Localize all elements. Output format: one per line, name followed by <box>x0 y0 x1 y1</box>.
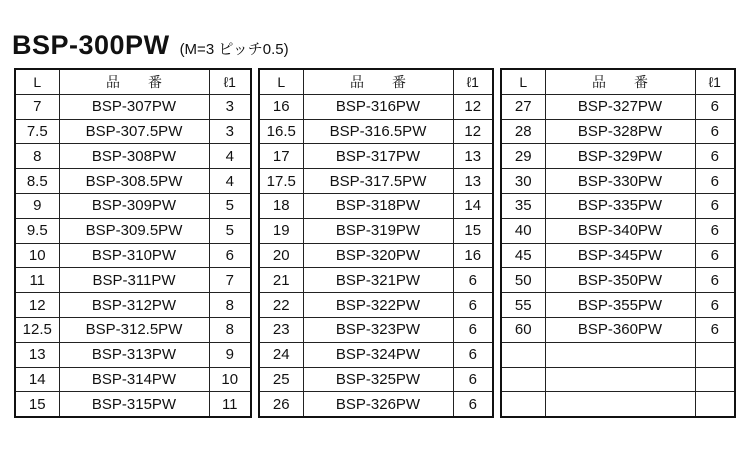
cell-l1: 9 <box>209 342 251 367</box>
table-row <box>15 119 251 144</box>
cell-l1: 3 <box>209 94 251 119</box>
cell-length: 28 <box>501 119 545 144</box>
cell-part-number: BSP-308PW <box>59 144 209 169</box>
table-row <box>501 94 735 119</box>
table-row <box>259 218 493 243</box>
cell-l1: 5 <box>209 193 251 218</box>
cell-length: 7 <box>15 94 59 119</box>
cell-l1: 16 <box>453 243 493 268</box>
cell-l1: 6 <box>695 144 735 169</box>
cell-part-number: BSP-355PW <box>545 293 695 318</box>
table-header-row <box>259 69 493 94</box>
cell-length: 30 <box>501 169 545 194</box>
cell-length: 29 <box>501 144 545 169</box>
table-row <box>15 243 251 268</box>
cell-length: 9 <box>15 193 59 218</box>
cell-part-number: BSP-323PW <box>303 317 453 342</box>
cell-l1: 6 <box>695 193 735 218</box>
spec-table-1 <box>14 68 252 418</box>
table-row <box>259 119 493 144</box>
cell-length: 16.5 <box>259 119 303 144</box>
cell-part-number: BSP-310PW <box>59 243 209 268</box>
cell-part-number <box>545 367 695 392</box>
cell-l1: 6 <box>453 268 493 293</box>
table-row <box>259 243 493 268</box>
cell-length: 35 <box>501 193 545 218</box>
cell-l1 <box>695 342 735 367</box>
cell-part-number: BSP-312PW <box>59 293 209 318</box>
cell-length: 11 <box>15 268 59 293</box>
cell-l1: 6 <box>695 268 735 293</box>
header-l: L <box>501 69 545 94</box>
spec-table-body <box>15 94 251 417</box>
cell-part-number: BSP-316PW <box>303 94 453 119</box>
cell-length <box>501 342 545 367</box>
cell-part-number: BSP-313PW <box>59 342 209 367</box>
cell-part-number: BSP-308.5PW <box>59 169 209 194</box>
cell-part-number: BSP-320PW <box>303 243 453 268</box>
cell-part-number: BSP-319PW <box>303 218 453 243</box>
cell-length <box>501 392 545 417</box>
table-row <box>501 144 735 169</box>
cell-length: 21 <box>259 268 303 293</box>
cell-length: 22 <box>259 293 303 318</box>
cell-l1: 6 <box>453 392 493 417</box>
cell-length: 20 <box>259 243 303 268</box>
cell-part-number: BSP-309PW <box>59 193 209 218</box>
table-row <box>259 268 493 293</box>
cell-length: 45 <box>501 243 545 268</box>
cell-length: 17.5 <box>259 169 303 194</box>
header-l1: ℓ1 <box>695 69 735 94</box>
cell-l1: 12 <box>453 94 493 119</box>
cell-part-number: BSP-307PW <box>59 94 209 119</box>
cell-part-number: BSP-330PW <box>545 169 695 194</box>
table-row <box>501 243 735 268</box>
table-row <box>501 317 735 342</box>
cell-l1: 6 <box>695 243 735 268</box>
cell-part-number: BSP-317.5PW <box>303 169 453 194</box>
cell-l1: 3 <box>209 119 251 144</box>
cell-l1: 6 <box>695 218 735 243</box>
thread-spec-subtitle: (M=3 ピッチ0.5) <box>179 41 289 58</box>
cell-part-number: BSP-329PW <box>545 144 695 169</box>
cell-part-number: BSP-326PW <box>303 392 453 417</box>
cell-l1 <box>695 367 735 392</box>
cell-length: 13 <box>15 342 59 367</box>
cell-part-number: BSP-314PW <box>59 367 209 392</box>
cell-part-number: BSP-322PW <box>303 293 453 318</box>
cell-l1: 4 <box>209 144 251 169</box>
cell-l1: 15 <box>453 218 493 243</box>
table-row <box>259 193 493 218</box>
cell-length: 24 <box>259 342 303 367</box>
table-row <box>259 342 493 367</box>
cell-l1: 14 <box>453 193 493 218</box>
product-series-title: BSP-300PW <box>12 30 170 60</box>
table-row <box>15 94 251 119</box>
cell-length: 50 <box>501 268 545 293</box>
cell-length: 17 <box>259 144 303 169</box>
cell-l1: 12 <box>453 119 493 144</box>
cell-length <box>501 367 545 392</box>
table-row <box>15 317 251 342</box>
table-row <box>15 293 251 318</box>
table-header-row <box>15 69 251 94</box>
cell-part-number: BSP-360PW <box>545 317 695 342</box>
table-row <box>259 293 493 318</box>
spec-table-2 <box>258 68 494 418</box>
cell-l1: 6 <box>695 119 735 144</box>
table-header-row <box>501 69 735 94</box>
cell-length: 7.5 <box>15 119 59 144</box>
cell-part-number: BSP-309.5PW <box>59 218 209 243</box>
table-row <box>15 218 251 243</box>
page-title <box>12 30 289 66</box>
cell-l1: 6 <box>695 317 735 342</box>
cell-length: 16 <box>259 94 303 119</box>
cell-length: 12.5 <box>15 317 59 342</box>
cell-part-number: BSP-315PW <box>59 392 209 417</box>
cell-l1: 6 <box>695 94 735 119</box>
table-row <box>259 367 493 392</box>
cell-length: 19 <box>259 218 303 243</box>
cell-part-number: BSP-328PW <box>545 119 695 144</box>
cell-part-number: BSP-318PW <box>303 193 453 218</box>
cell-part-number: BSP-316.5PW <box>303 119 453 144</box>
table-row <box>501 367 735 392</box>
cell-l1 <box>695 392 735 417</box>
cell-part-number <box>545 392 695 417</box>
cell-length: 23 <box>259 317 303 342</box>
table-row <box>501 293 735 318</box>
cell-l1: 6 <box>453 293 493 318</box>
cell-part-number: BSP-307.5PW <box>59 119 209 144</box>
table-row <box>501 169 735 194</box>
cell-l1: 13 <box>453 144 493 169</box>
cell-l1: 10 <box>209 367 251 392</box>
table-row <box>15 144 251 169</box>
table-row <box>15 169 251 194</box>
cell-part-number: BSP-312.5PW <box>59 317 209 342</box>
table-row <box>259 169 493 194</box>
table-row <box>501 268 735 293</box>
table-row <box>259 94 493 119</box>
cell-l1: 6 <box>453 367 493 392</box>
table-row <box>15 342 251 367</box>
cell-l1: 13 <box>453 169 493 194</box>
cell-length: 25 <box>259 367 303 392</box>
cell-length: 8.5 <box>15 169 59 194</box>
cell-length: 18 <box>259 193 303 218</box>
cell-length: 55 <box>501 293 545 318</box>
table-row <box>501 218 735 243</box>
table-row <box>259 392 493 417</box>
header-l: L <box>259 69 303 94</box>
header-l1: ℓ1 <box>453 69 493 94</box>
cell-length: 60 <box>501 317 545 342</box>
cell-length: 9.5 <box>15 218 59 243</box>
table-row <box>501 342 735 367</box>
header-part-number: 品 番 <box>303 69 453 94</box>
cell-length: 12 <box>15 293 59 318</box>
table-row <box>259 317 493 342</box>
cell-part-number: BSP-340PW <box>545 218 695 243</box>
cell-part-number: BSP-335PW <box>545 193 695 218</box>
table-row <box>259 144 493 169</box>
cell-part-number: BSP-324PW <box>303 342 453 367</box>
cell-l1: 6 <box>695 169 735 194</box>
cell-length: 15 <box>15 392 59 417</box>
cell-l1: 8 <box>209 293 251 318</box>
spec-table-body <box>501 94 735 417</box>
table-row <box>15 392 251 417</box>
cell-part-number: BSP-325PW <box>303 367 453 392</box>
cell-part-number <box>545 342 695 367</box>
header-part-number: 品 番 <box>59 69 209 94</box>
cell-length: 27 <box>501 94 545 119</box>
table-row <box>501 193 735 218</box>
header-part-number: 品 番 <box>545 69 695 94</box>
cell-length: 8 <box>15 144 59 169</box>
cell-part-number: BSP-311PW <box>59 268 209 293</box>
table-row <box>15 268 251 293</box>
header-l1: ℓ1 <box>209 69 251 94</box>
cell-l1: 6 <box>453 342 493 367</box>
cell-length: 14 <box>15 367 59 392</box>
cell-length: 26 <box>259 392 303 417</box>
cell-l1: 8 <box>209 317 251 342</box>
cell-part-number: BSP-317PW <box>303 144 453 169</box>
spec-table-3 <box>500 68 736 418</box>
cell-l1: 6 <box>209 243 251 268</box>
cell-length: 40 <box>501 218 545 243</box>
cell-l1: 7 <box>209 268 251 293</box>
table-row <box>15 367 251 392</box>
table-row <box>15 193 251 218</box>
cell-part-number: BSP-345PW <box>545 243 695 268</box>
cell-l1: 6 <box>453 317 493 342</box>
cell-l1: 6 <box>695 293 735 318</box>
spec-table-body <box>259 94 493 417</box>
cell-l1: 11 <box>209 392 251 417</box>
cell-part-number: BSP-321PW <box>303 268 453 293</box>
cell-part-number: BSP-350PW <box>545 268 695 293</box>
table-row <box>501 392 735 417</box>
table-row <box>501 119 735 144</box>
cell-part-number: BSP-327PW <box>545 94 695 119</box>
header-l: L <box>15 69 59 94</box>
cell-l1: 4 <box>209 169 251 194</box>
cell-length: 10 <box>15 243 59 268</box>
cell-l1: 5 <box>209 218 251 243</box>
